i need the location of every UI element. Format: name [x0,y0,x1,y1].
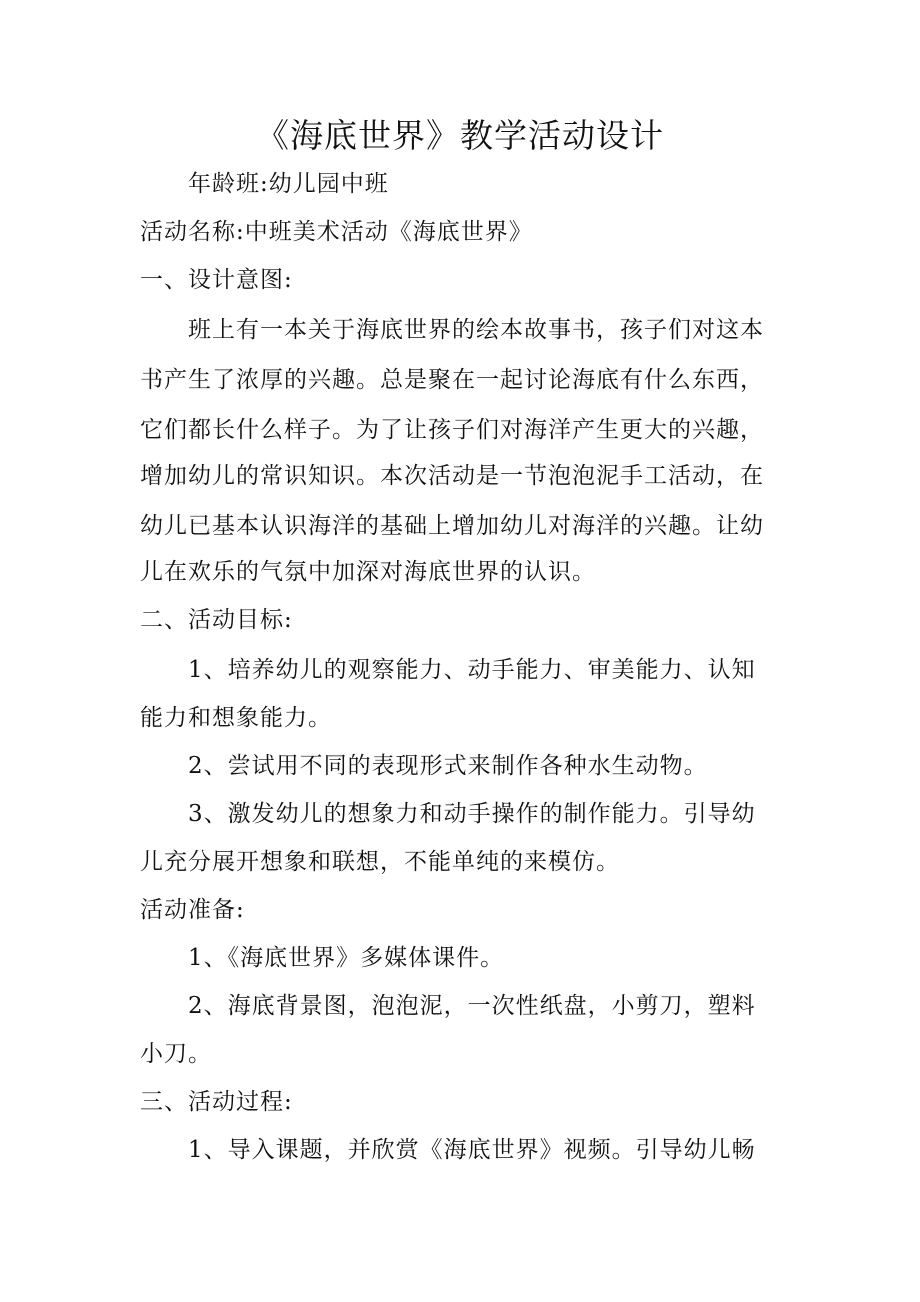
section-heading-preparation: 活动准备: [140,897,245,923]
paragraph-line: 幼儿已基本认识海洋的基础上增加幼儿对海洋的兴趣。让幼 [140,513,764,539]
preparation-item-1: 1、《海底世界》多媒体课件。 [188,945,505,971]
paragraph-line: 书产生了浓厚的兴趣。总是聚在一起讨论海底有什么东西， [140,367,764,393]
goal-item-3-continued: 儿充分展开想象和联想，不能单纯的来模仿。 [140,849,620,875]
goal-item-1-continued: 能力和想象能力。 [140,705,332,731]
section-heading-design-intent: 一、设计意图: [140,267,293,293]
activity-name-line: 活动名称:中班美术活动《海底世界》 [140,219,533,245]
section-heading-goals: 二、活动目标: [140,607,293,633]
preparation-item-2-continued: 小刀。 [140,1041,212,1067]
paragraph-line: 班上有一本关于海底世界的绘本故事书，孩子们对这本 [188,317,764,343]
section-heading-process: 三、活动过程: [140,1089,293,1115]
process-item-1: 1、导入课题，并欣赏《海底世界》视频。引导幼儿畅 [188,1137,756,1163]
paragraph-line: 它们都长什么样子。为了让孩子们对海洋产生更大的兴趣， [140,417,764,443]
document-title: 《海底世界》教学活动设计 [256,116,664,155]
age-class-line: 年龄班:幼儿园中班 [188,171,389,197]
goal-item-2: 2、尝试用不同的表现形式来制作各种水生动物。 [188,753,708,779]
preparation-item-2: 2、海底背景图，泡泡泥，一次性纸盘，小剪刀，塑料 [188,993,756,1019]
goal-item-1: 1、培养幼儿的观察能力、动手能力、审美能力、认知 [188,657,756,683]
paragraph-line: 儿在欢乐的气氛中加深对海底世界的认识。 [140,559,596,585]
goal-item-3: 3、激发幼儿的想象力和动手操作的制作能力。引导幼 [188,801,756,827]
paragraph-line: 增加幼儿的常识知识。本次活动是一节泡泡泥手工活动，在 [140,463,764,489]
